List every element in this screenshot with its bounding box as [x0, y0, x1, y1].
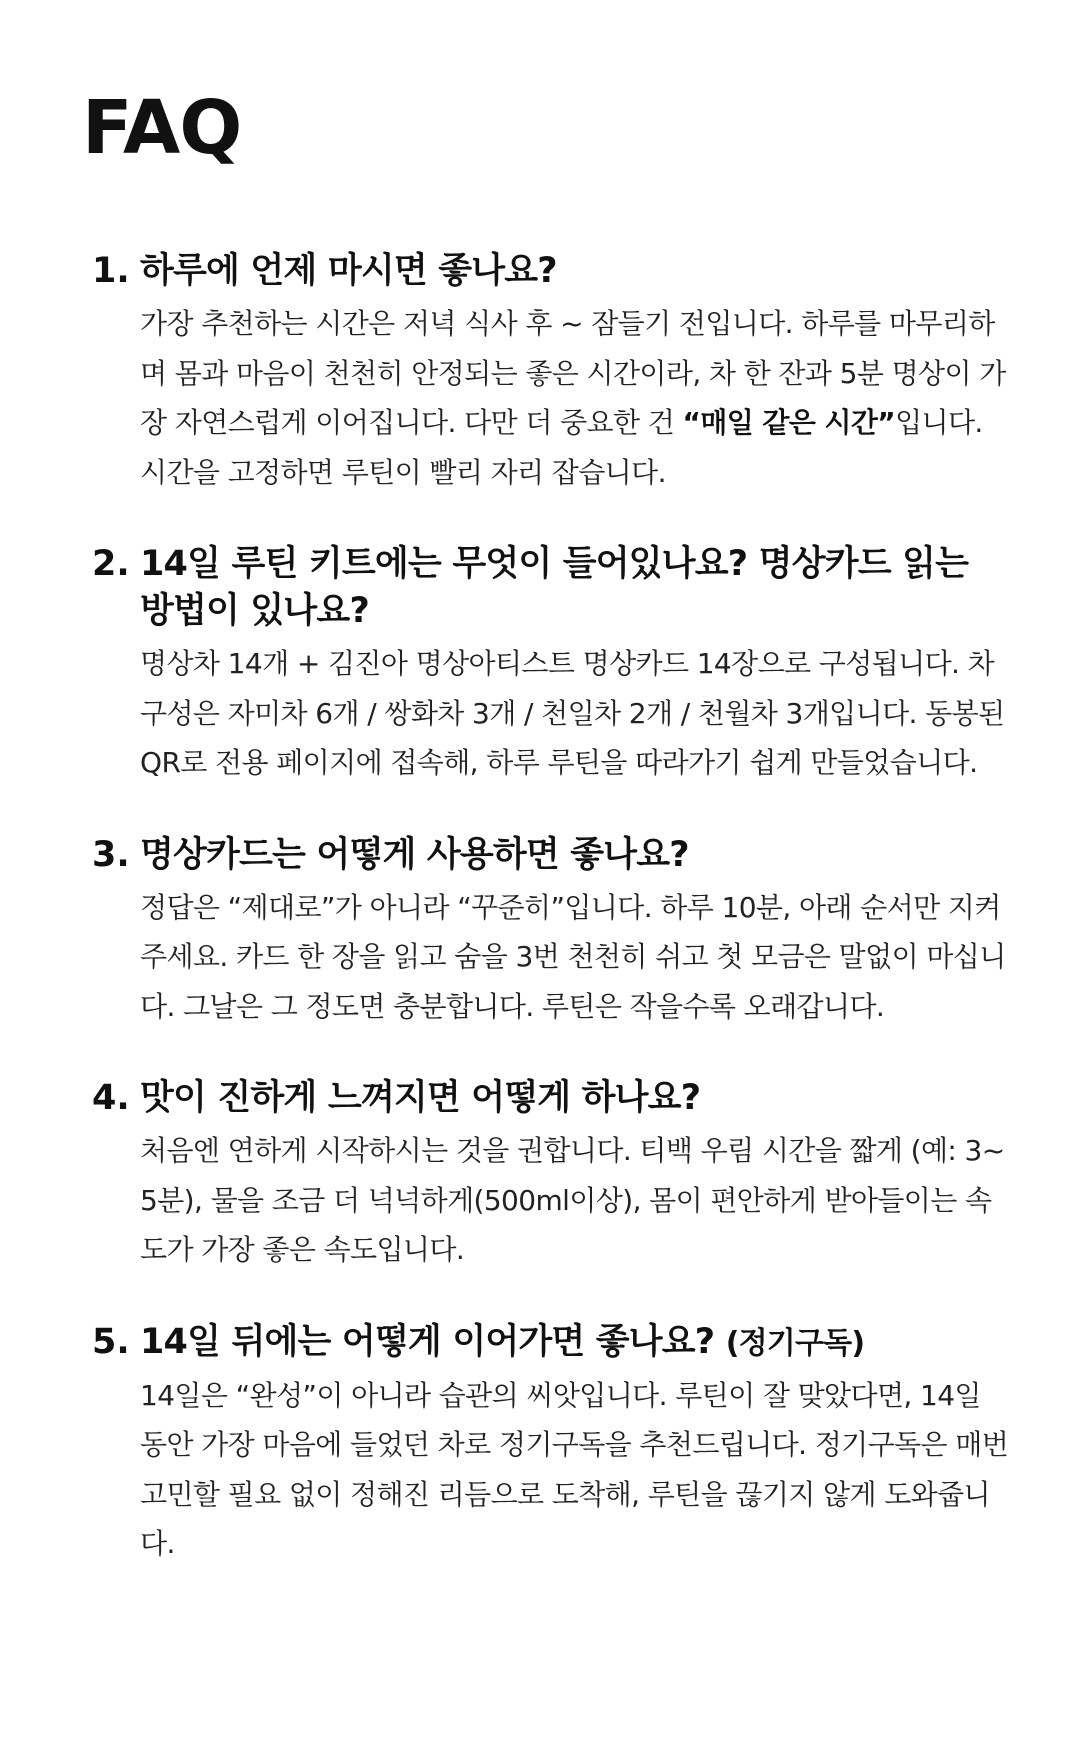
faq-number: 4. [92, 1078, 130, 1118]
faq-content [140, 1319, 1010, 1569]
faq-number: 1. [92, 251, 130, 291]
faq-question-suffix: (정기구독) [725, 1325, 865, 1361]
faq-content [140, 832, 1010, 1032]
faq-question-text: 14일 뒤에는 어떻게 이어가면 좋나요? [140, 1321, 715, 1362]
faq-answer: 정답은 “제대로”가 아니라 “꾸준히”입니다. 하루 10분, 아래 순서만 지켜주세요. 카드 한 장을 읽고 숨을 3번 천천히 쉬고 첫 모금은 말없이 마십니다. 그날은 그 정도면 충분합니다. 루틴은 작을수록 오래갑니다. [140, 890, 1006, 1023]
faq-question [140, 1319, 1010, 1367]
faq-item-3 [92, 832, 1010, 1032]
faq-item-2 [92, 541, 1010, 788]
faq-answer: 14일은 “완성”이 아니라 습관의 씨앗입니다. 루틴이 잘 맞았다면, 14일 동안 가장 마음에 들었던 차로 정기구독을 추천드립니다. 정기구독은 매번 고민할 필요 없이 정해진 리듬으로 도착해, 루틴을 끊기지 않게 도와줍니다. [140, 1378, 1009, 1560]
faq-answer: 명상차 14개 + 김진아 명상아티스트 명상카드 14장으로 구성됩니다. 차 구성은 자미차 6개 / 쌍화차 3개 / 천일차 2개 / 천월차 3개입니다. 동봉된 QR로 전용 페이지에 접속해, 하루 루틴을 따라가기 쉽게 만들었습니다. [140, 647, 1005, 779]
page-title: FAQ [82, 85, 242, 171]
faq-item-1 [92, 248, 1010, 497]
faq-answer-text: 입니다. 시간을 고정하면 루틴이 빨리 자리 잡습니다. [140, 406, 983, 489]
faq-list [92, 248, 1010, 1569]
faq-answer-text: 가장 추천하는 시간은 저녁 식사 후 ~ 잠들기 전입니다. 하루를 마무리하며 몸과 마음이 천천히 안정되는 좋은 시간이라, 차 한 잔과 5분 명상이 가장 자연스럽게 이어집니다. 다만 더 중요한 건 [140, 307, 1006, 439]
faq-content [140, 248, 1010, 497]
faq-number: 2. [92, 544, 130, 584]
faq-item-4 [92, 1075, 1010, 1275]
faq-answer-emphasis: “매일 같은 시간” [682, 406, 896, 439]
faq-content [140, 541, 1010, 788]
faq-answer: 처음엔 연하게 시작하시는 것을 권합니다. 티백 우림 시간을 짧게 (예: 3~5분), 물을 조금 더 넉넉하게(500ml이상), 몸이 편안하게 받아들이는 속도가 가장 좋은 속도입니다. [140, 1134, 1005, 1266]
faq-question: 14일 루틴 키트에는 무엇이 들어있나요? 명상카드 읽는 방법이 있나요? [140, 544, 969, 631]
faq-answer [140, 299, 1010, 497]
faq-question: 하루에 언제 마시면 좋나요? [140, 251, 557, 291]
faq-item-5 [92, 1319, 1010, 1569]
faq-question: 명상카드는 어떻게 사용하면 좋나요? [140, 834, 689, 875]
faq-number: 5. [92, 1321, 130, 1362]
faq-content [140, 1075, 1010, 1275]
faq-number: 3. [92, 834, 130, 875]
faq-question: 맛이 진하게 느껴지면 어떻게 하나요? [140, 1078, 701, 1118]
